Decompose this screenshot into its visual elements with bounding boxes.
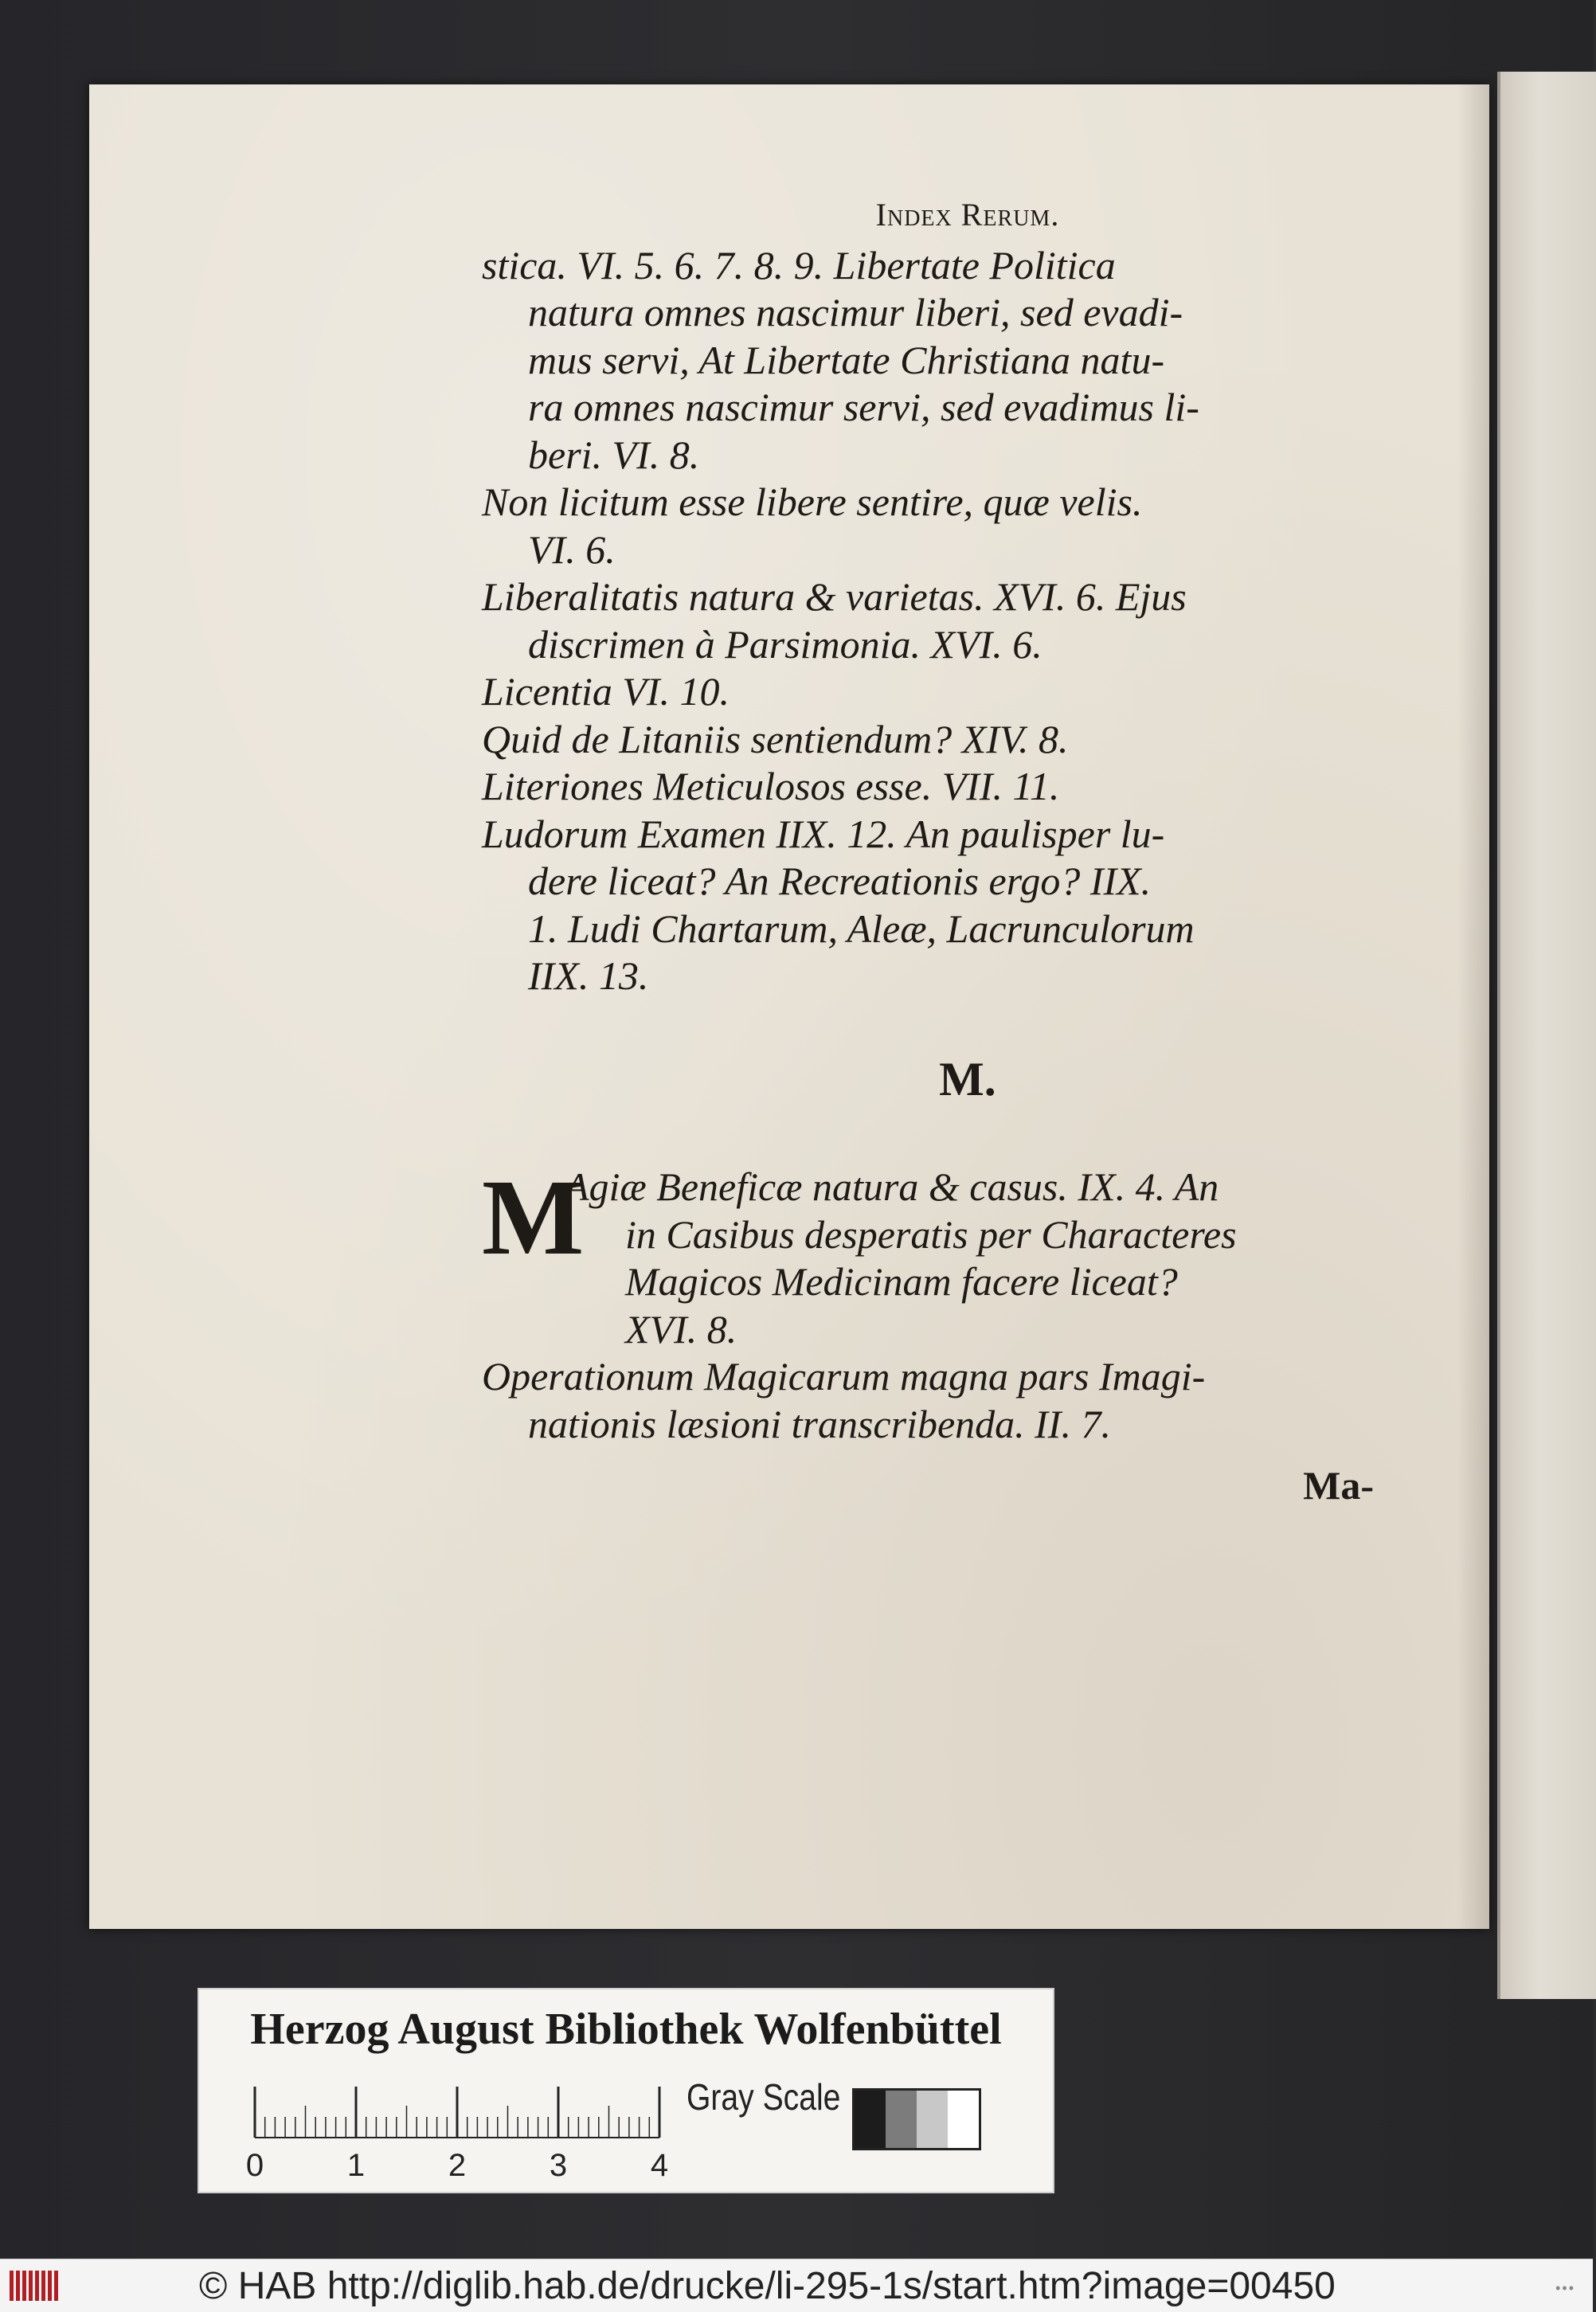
entry-line: Non licitum esse libere sentire, quæ velis.	[482, 479, 1143, 524]
ruler-number: 2	[448, 2148, 467, 2183]
entry-line: 1. Ludi Chartarum, Aleæ, Lacrunculorum	[528, 906, 1195, 951]
footer-bar	[0, 2259, 1593, 2312]
gray-swatch	[855, 2091, 886, 2148]
index-entry-operationum	[482, 1353, 1374, 1448]
drop-cap: M	[482, 1158, 585, 1277]
entry-line: Literiones Meticulosos esse. VII. 11.	[482, 764, 1060, 808]
page-gutter-shadow	[1457, 84, 1489, 1929]
entry-line: ra omnes nascimur servi, sed evadimus li-	[528, 385, 1199, 429]
ruler-number: 0	[245, 2148, 264, 2183]
ruler-number: 3	[549, 2148, 568, 2183]
index-entry	[482, 573, 1374, 668]
entry-line: Ludorum Examen IIX. 12. An paulisper lu-	[482, 811, 1165, 856]
entry-line: beri. VI. 8.	[528, 432, 700, 477]
gray-scale-swatches	[852, 2088, 981, 2150]
ruler-number: 4	[650, 2148, 669, 2183]
hab-logo-icon	[8, 2267, 65, 2304]
index-entry	[482, 811, 1374, 1000]
gray-swatch	[886, 2091, 917, 2148]
footer-dots: •••	[1555, 2280, 1575, 2296]
library-color-target-label	[198, 1988, 1054, 2193]
index-entry	[482, 668, 1374, 716]
index-entry-magiae	[482, 1158, 1374, 1353]
library-name: Herzog August Bibliothek Wolfenbüttel	[250, 2005, 1002, 2054]
running-head: Index Rerum.	[875, 197, 1060, 233]
index-entry	[482, 479, 1374, 573]
section-letter: M.	[939, 1052, 996, 1105]
entry-line: in Casibus desperatis per Characteres	[625, 1211, 1237, 1257]
index-entry	[482, 763, 1374, 811]
index-entry	[482, 242, 1374, 479]
gray-scale-caption: Gray Scale	[687, 2076, 841, 2118]
entry-line: stica. VI. 5. 6. 7. 8. 9. Libertate Politica	[482, 242, 1116, 288]
entry-line: natura omnes nascimur liberi, sed evadi-	[528, 290, 1183, 334]
entry-line: nationis læsioni transcribenda. II. 7.	[528, 1401, 1111, 1446]
entry-line: Magicos Medicinam facere liceat?	[625, 1259, 1178, 1304]
adjacent-page-edge	[1497, 72, 1596, 1999]
entry-line: VI. 6.	[528, 526, 616, 572]
gray-swatch	[917, 2091, 948, 2148]
entry-line: Quid de Litaniis sentiendum? XIV. 8.	[482, 716, 1069, 761]
page-text	[482, 191, 1374, 1510]
entry-line: dere liceat? An Recreationis ergo? IIX.	[528, 859, 1152, 903]
entry-line: mus servi, At Libertate Christiana natu-	[528, 337, 1165, 382]
entry-line: discrimen à Parsimonia. XVI. 6.	[528, 621, 1042, 667]
gray-swatch	[948, 2091, 979, 2148]
ruler-number: 1	[346, 2148, 366, 2183]
entry-line: IIX. 13.	[528, 953, 649, 998]
index-entries	[482, 242, 1374, 1000]
entry-line: Agiæ Beneficæ natura & casus. IX. 4. An	[565, 1164, 1219, 1209]
index-entry	[482, 716, 1374, 764]
entry-line: Liberalitatis natura & varietas. XVI. 6. Ejus	[482, 574, 1187, 619]
entry-line: XVI. 8.	[625, 1306, 737, 1352]
catchword: Ma-	[1303, 1463, 1374, 1508]
entry-line: Licentia VI. 10.	[482, 669, 730, 714]
entry-line: Operationum Magicarum magna pars Imagi-	[482, 1354, 1206, 1399]
copyright-url: © HAB http://diglib.hab.de/drucke/li-295-1s/start.htm?image=00450	[199, 2265, 1336, 2307]
